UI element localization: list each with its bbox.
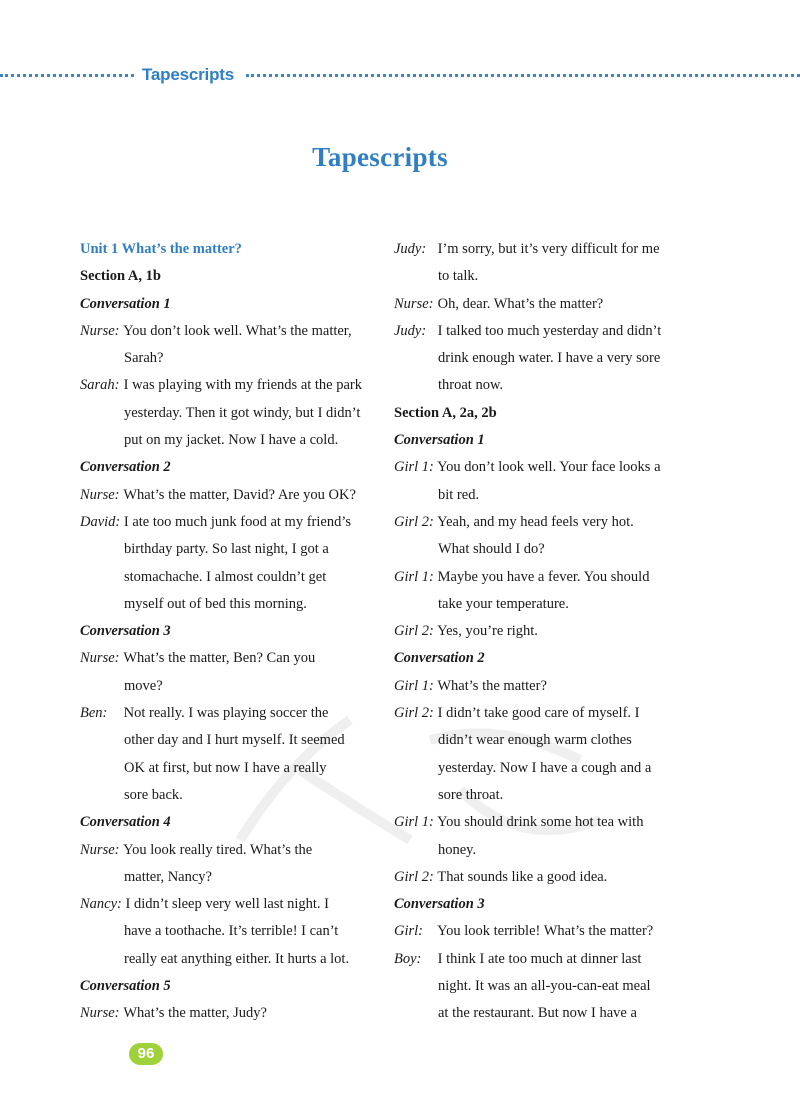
dialogue-continuation: [394, 263, 694, 290]
dialogue-text: I ate too much junk food at my friend’s: [123, 513, 352, 530]
dialogue-line: [80, 318, 380, 345]
dialogue-text: matter, Nancy?: [124, 868, 212, 885]
dialogue-text: to talk.: [438, 268, 479, 285]
dialogue-text: What’s the matter?: [437, 677, 547, 694]
speaker-label: Girl 2:: [394, 513, 434, 530]
conversation-heading: Conversation 1: [394, 432, 485, 449]
dialogue-text: You don’t look well. What’s the matter,: [123, 322, 352, 339]
speaker-label: Boy:: [394, 950, 422, 967]
speaker-label: Nurse:: [80, 486, 120, 503]
dialogue-line: [394, 700, 694, 727]
speaker-label: Girl 1:: [394, 814, 434, 831]
dialogue-line: [394, 291, 694, 318]
dialogue-line: [80, 700, 380, 727]
page-title: Tapescripts: [312, 142, 448, 172]
right-column: [394, 236, 694, 1028]
dialogue-text: sore back.: [124, 786, 183, 803]
dialogue-line: [80, 837, 380, 864]
speaker-label: Girl 2:: [394, 623, 434, 640]
dialogue-continuation: [394, 973, 694, 1000]
speaker-label: Girl 2:: [394, 868, 434, 885]
dialogue-text: I’m sorry, but it’s very difficult for me: [437, 241, 660, 257]
dialogue-text: bit red.: [438, 486, 480, 503]
speaker-label: Nurse:: [394, 295, 434, 312]
section-heading: Section A, 1b: [80, 268, 161, 285]
dialogue-continuation: [394, 345, 694, 372]
speaker-label: Nurse:: [80, 841, 120, 858]
speaker-label: Sarah:: [80, 377, 120, 394]
dialogue-line: [394, 564, 694, 591]
speaker-label: Ben:: [80, 705, 108, 722]
speaker-label: Girl 2:: [394, 705, 434, 722]
dialogue-text: That sounds like a good idea.: [437, 868, 608, 885]
conversation-lines: [80, 318, 380, 454]
dialogue-text: honey.: [438, 841, 477, 858]
dialogue-continuation: [394, 1000, 694, 1027]
dialogue-text: birthday party. So last night, I got a: [124, 541, 329, 558]
running-header: [0, 63, 800, 87]
dialogue-continuation: [80, 755, 380, 782]
dialogue-text: yesterday. Now I have a cough and a: [438, 759, 652, 776]
dialogue-text: sore throat.: [438, 786, 504, 803]
dialogue-text: Maybe you have a fever. You should: [437, 568, 650, 585]
conversation-lines: [394, 918, 694, 1027]
dialogue-text: have a toothache. It’s terrible! I can’t: [124, 923, 339, 940]
unit-heading: Unit 1 What’s the matter?: [80, 241, 242, 257]
conversation-heading: Conversation 3: [394, 896, 485, 913]
dialogue-text: other day and I hurt myself. It seemed: [124, 732, 345, 749]
dialogue-text: You look terrible! What’s the matter?: [437, 923, 654, 940]
dialogue-text: Sarah?: [124, 350, 164, 367]
dialogue-text: at the restaurant. But now I have a: [438, 1005, 637, 1022]
left-column: [80, 236, 380, 1028]
conversation-heading: Conversation 2: [394, 650, 485, 667]
dialogue-line: [394, 618, 694, 645]
dialogue-continuation: [80, 564, 380, 591]
dialogue-continuation: [80, 918, 380, 945]
dialogue-line: [394, 318, 694, 345]
dialogue-continuation: [394, 482, 694, 509]
dialogue-line: [80, 509, 380, 536]
dialogue-line: [394, 864, 694, 891]
conversation-lines: [80, 482, 380, 618]
dialogue-continuation: [394, 755, 694, 782]
header-dotted-rule-left: [0, 74, 134, 77]
title-wrap: [0, 142, 760, 173]
speaker-label: Girl:: [394, 923, 423, 940]
dialogue-continuation: [394, 727, 694, 754]
speaker-label: Nancy:: [80, 896, 122, 913]
speaker-label: David:: [80, 513, 121, 530]
dialogue-text: Not really. I was playing soccer the: [123, 705, 329, 722]
dialogue-line: [394, 454, 694, 481]
dialogue-text: I didn’t take good care of myself. I: [437, 705, 640, 722]
dialogue-line: [394, 809, 694, 836]
dialogue-text: You look really tired. What’s the: [123, 841, 313, 858]
speaker-label: Nurse:: [80, 1005, 120, 1022]
dialogue-continuation: [80, 782, 380, 809]
dialogue-text: stomachache. I almost couldn’t get: [124, 568, 327, 585]
dialogue-continuation: [394, 536, 694, 563]
conversation-lines: [394, 673, 694, 891]
conversation-lines: [80, 645, 380, 809]
page-number-badge: 96: [129, 1043, 163, 1065]
speaker-label: Girl 1:: [394, 677, 434, 694]
speaker-label: Nurse:: [80, 322, 120, 339]
dialogue-text: myself out of bed this morning.: [124, 595, 307, 612]
conversation-heading: Conversation 2: [80, 459, 171, 476]
dialogue-line: [80, 482, 380, 509]
conversation-heading: Conversation 5: [80, 978, 171, 995]
dialogue-line: [394, 236, 694, 263]
dialogue-text: What’s the matter, Ben? Can you: [123, 650, 316, 667]
dialogue-text: didn’t wear enough warm clothes: [438, 732, 632, 749]
dialogue-continuation: [80, 591, 380, 618]
dialogue-text: What’s the matter, David? Are you OK?: [123, 486, 356, 503]
speaker-label: Girl 1:: [394, 568, 434, 585]
running-header-label: Tapescripts: [142, 65, 234, 84]
dialogue-text: You should drink some hot tea with: [437, 814, 644, 831]
dialogue-continuation: [80, 946, 380, 973]
dialogue-continuation: [80, 536, 380, 563]
dialogue-line: [394, 946, 694, 973]
dialogue-continuation: [80, 427, 380, 454]
conversation-lines: [80, 837, 380, 973]
dialogue-text: Oh, dear. What’s the matter?: [437, 295, 604, 312]
dialogue-line: [394, 673, 694, 700]
speaker-label: Judy:: [394, 241, 427, 257]
header-dotted-rule-right: [246, 74, 800, 77]
dialogue-continuation: [80, 400, 380, 427]
dialogue-text: put on my jacket. Now I have a cold.: [124, 432, 339, 449]
conversation-heading: Conversation 1: [80, 295, 171, 312]
conversation-heading: Conversation 4: [80, 814, 171, 831]
dialogue-continuation: [80, 345, 380, 372]
dialogue-text: What should I do?: [438, 541, 545, 558]
section-heading: Section A, 2a, 2b: [394, 404, 497, 421]
dialogue-text: Yeah, and my head feels very hot.: [437, 513, 634, 530]
conversation-lines: [394, 236, 694, 400]
dialogue-text: Yes, you’re right.: [437, 623, 538, 640]
dialogue-text: drink enough water. I have a very sore: [438, 350, 661, 367]
dialogue-text: What’s the matter, Judy?: [123, 1005, 267, 1022]
dialogue-continuation: [80, 673, 380, 700]
dialogue-line: [394, 509, 694, 536]
dialogue-line: [80, 1000, 380, 1027]
conversation-heading: Conversation 3: [80, 623, 171, 640]
dialogue-continuation: [80, 727, 380, 754]
dialogue-text: yesterday. Then it got windy, but I didn’t: [124, 404, 361, 421]
dialogue-text: You don’t look well. Your face looks a: [437, 459, 661, 476]
speaker-label: Judy:: [394, 322, 427, 339]
dialogue-text: I think I ate too much at dinner last: [437, 950, 642, 967]
dialogue-text: I was playing with my friends at the park: [123, 377, 363, 394]
dialogue-text: move?: [124, 677, 163, 694]
dialogue-continuation: [394, 837, 694, 864]
dialogue-text: OK at first, but now I have a really: [124, 759, 327, 776]
dialogue-line: [80, 645, 380, 672]
dialogue-text: I talked too much yesterday and didn’t: [437, 322, 662, 339]
dialogue-text: really eat anything either. It hurts a lot.: [124, 950, 350, 967]
dialogue-text: night. It was an all-you-can-eat meal: [438, 978, 651, 995]
conversation-lines: [80, 1000, 380, 1027]
dialogue-text: throat now.: [438, 377, 504, 394]
dialogue-continuation: [394, 782, 694, 809]
conversation-lines: [394, 454, 694, 645]
dialogue-continuation: [394, 591, 694, 618]
dialogue-continuation: [394, 372, 694, 399]
dialogue-line: [80, 372, 380, 399]
dialogue-text: take your temperature.: [438, 595, 569, 612]
speaker-label: Nurse:: [80, 650, 120, 667]
speaker-label: Girl 1:: [394, 459, 434, 476]
dialogue-continuation: [80, 864, 380, 891]
dialogue-line: [80, 891, 380, 918]
dialogue-text: I didn’t sleep very well last night. I: [125, 896, 329, 913]
dialogue-line: [394, 918, 694, 945]
